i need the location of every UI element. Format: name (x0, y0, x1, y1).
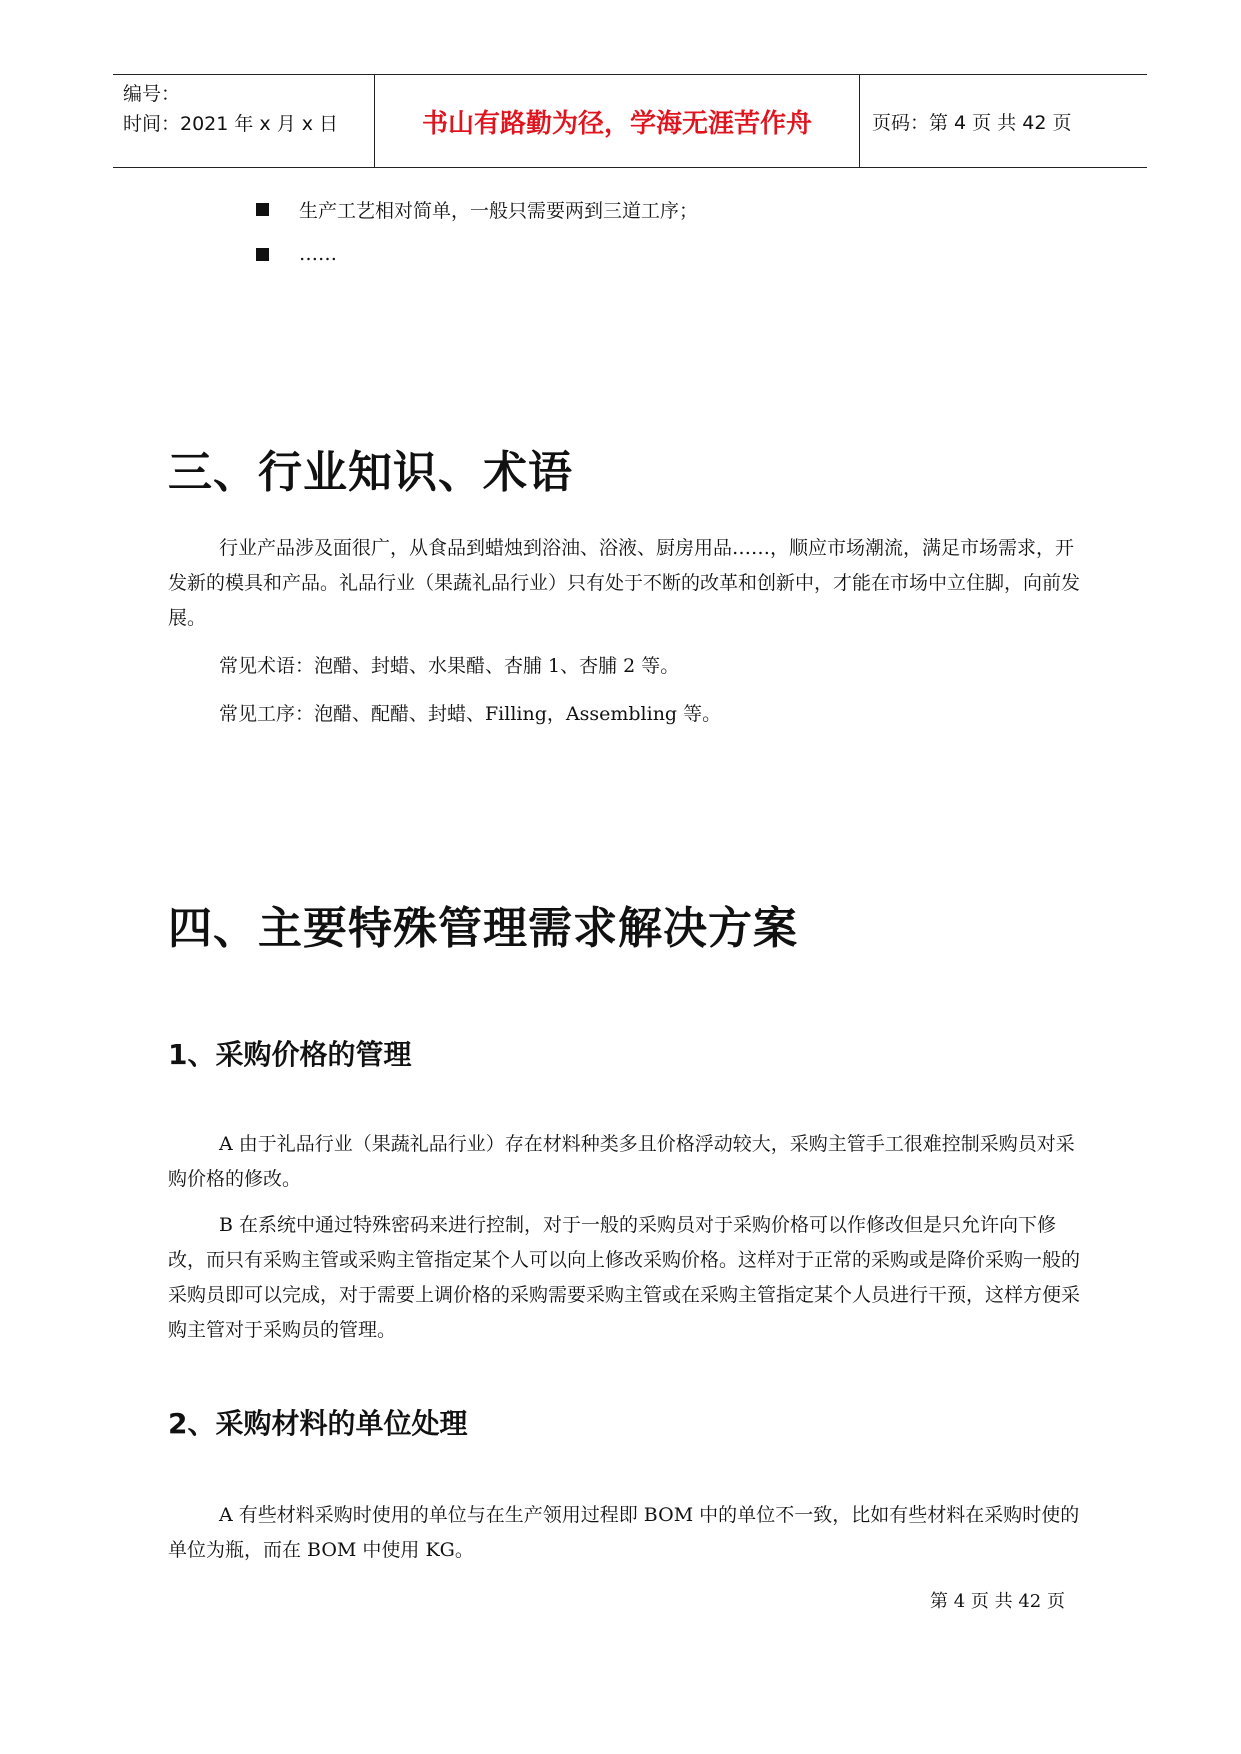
square-bullet-icon (256, 248, 269, 261)
subsection1-title: 1、采购价格的管理 (168, 1038, 412, 1071)
section3-paragraph: 常见术语：泡醋、封蜡、水果醋、杏脯 1、杏脯 2 等。 (219, 655, 680, 677)
page-footer: 第 4 页 共 42 页 (930, 1591, 1065, 1612)
subsection2-title: 2、采购材料的单位处理 (168, 1407, 468, 1440)
number-label: 编号： (123, 83, 181, 105)
subsection1-paragraph: A 由于礼品行业（果蔬礼品行业）存在材料种类多且价格浮动较大，采购主管手工很难控制采购员对采购价格的修改。 (168, 1133, 1075, 1190)
header-meta (113, 75, 374, 167)
page-header (113, 74, 1147, 168)
date-label: 时间：2021 年 x 月 x 日 (123, 113, 339, 135)
section3-title: 三、行业知识、术语 (168, 447, 573, 498)
section4-title: 四、主要特殊管理需求解决方案 (168, 903, 798, 954)
bullet-item (256, 196, 698, 223)
header-page-label: 页码：第 4 页 共 42 页 (872, 111, 1072, 134)
section3-paragraph: 行业产品涉及面很广，从食品到蜡烛到浴油、浴液、厨房用品……，顺应市场潮流，满足市场需求，开发新的模具和产品。礼品行业（果蔬礼品行业）只有处于不断的改革和创新中，才能在市场中立住脚，向前发展。 (168, 537, 1081, 629)
header-motto: 书山有路勤为径，学海无涯苦作舟 (374, 75, 860, 167)
section3-paragraph: 常见工序：泡醋、配醋、封蜡、Filling，Assembling 等。 (219, 703, 722, 725)
square-bullet-icon (256, 203, 269, 216)
subsection2-paragraph: A 有些材料采购时使用的单位与在生产领用过程即 BOM 中的单位不一致，比如有些材料在采购时使的单位为瓶，而在 BOM 中使用 KG。 (168, 1504, 1080, 1561)
subsection1-paragraph: B 在系统中通过特殊密码来进行控制，对于一般的采购员对于采购价格可以作修改但是只允许向下修改，而只有采购主管或采购主管指定某个人可以向上修改采购价格。这样对于正常的采购或是降价采购一般的采购员即可以完成，对于需要上调价格的采购需要采购主管或在采购主管指定某个人员进行干预，这样方便采购主管对于采购员的管理。 (168, 1214, 1081, 1341)
bullet-item (256, 243, 337, 265)
bullet-text: …… (299, 243, 337, 265)
bullet-text: 生产工艺相对简单，一般只需要两到三道工序； (299, 200, 699, 222)
